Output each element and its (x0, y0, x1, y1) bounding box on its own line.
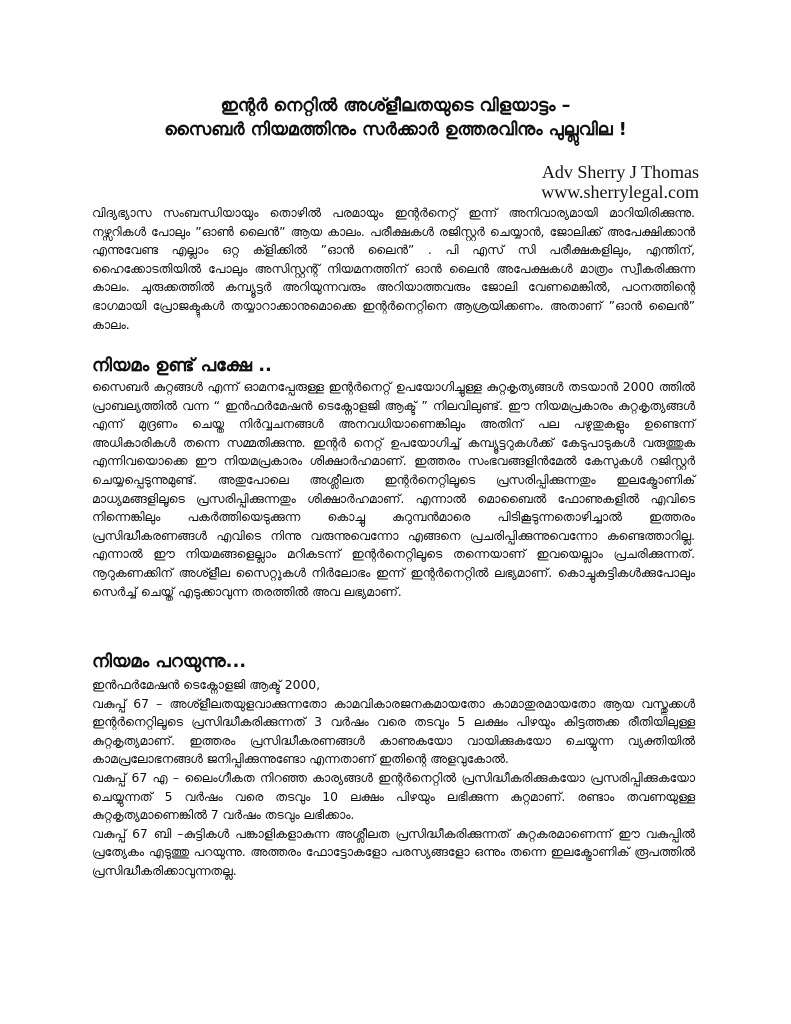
author-name: Adv Sherry J Thomas (541, 162, 699, 182)
author-website: www.sherrylegal.com (541, 182, 699, 202)
section-heading-law-says: നിയമം പറയുന്നു... (92, 651, 247, 672)
document-title-line-1: ഇന്റർ നെറ്റിൽ അശ്ളീലതയുടെ വിളയാട്ടം – (220, 96, 571, 116)
law-exists-paragraph: സൈബർ കുറ്റങ്ങൾ എന്ന് ഓമനപ്പേരുള്ള ഇന്റർനെറ്റ് ഉപയോഗിച്ചുള്ള കുറ്റകൃത്യങ്ങൾ തടയാൻ 2000 ത്തിൽ പ്രാബല്യത്തിൽ വന്ന “ ഇൻഫർമേഷൻ ടെക്നോളജി ആക്ട് ” നിലവിലുണ്ട്. ഈ നിയമപ്രകാരം കുറ്റകൃത്യങ്ങൾ എന്ന് മുദ്രണം ചെയ്ത നിർവ്വചനങ്ങൾ അനവധിയാണെങ്കിലും അതിന് പല പഴുതുകളും ഉണ്ടെന്ന് അധികാരികൾ തന്നെ സമ്മതിക്കുന്നു. ഇന്റർ നെറ്റ് ഉപയോഗിച്ച് കമ്പ്യൂട്ടറുകൾക്ക് കേടുപാടുകൾ വരുത്തുക എന്നിവയൊക്കെ ഈ നിയമപ്രകാരം ശിക്ഷാർഹമാണ്. ഇത്തരം സംഭവങ്ങളിൻമേൽ കേസുകൾ റജിസ്റ്റർ ചെയ്യപ്പെടുന്നുമുണ്ട്. അതുപോലെ അശ്ലീലത ഇന്റർനെറ്റിലൂടെ പ്രസരിപ്പിക്കുന്നതും ഇലക്ട്രോണിക് മാധ്യമങ്ങളിലൂടെ പ്രസരിപ്പിക്കുന്നതും ശിക്ഷാർഹമാണ്. എന്നാൽ മൊബൈൽ ഫോണുകളിൽ എവിടെ നിന്നെങ്കിലും പകർത്തിയെടുക്കുന്ന കൊച്ചു കുറുമ്പൻമാരെ പിടികൂടുന്നതൊഴിച്ചാൽ ഇത്തരം പ്രസിദ്ധീകരണങ്ങൾ എവിടെ നിന്നു വരുന്നുവെന്നോ എങ്ങനെ പ്രചരിപ്പിക്കുന്നുവെന്നോ കണ്ടെത്താറില്ല. എന്നാൽ ഈ നിയമങ്ങളെല്ലാം മറികടന്ന് ഇന്റർനെറ്റിലൂടെ തന്നെയാണ് ഇവയെല്ലാം പ്രചരിക്കുന്നത്. നൂറുകണക്കിന് അശ്ളീല സൈറ്റുകൾ നിർലോഭം ഇന്ന് ഇന്റർനെറ്റിൽ ലഭ്യമാണ്. കൊച്ചുകുട്ടികൾക്കുപോലും സെർച്ച് ചെയ്ത് എടുക്കാവുന്ന തരത്തിൽ അവ ലഭ്യമാണ്. (92, 379, 695, 599)
intro-paragraph: വിദ്യഭ്യാസ സംബന്ധിയായും തൊഴിൽ പരമായും ഇന്റർനെറ്റ് ഇന്ന് അനിവാര്യമായി മാറിയിരിക്കുന്നു. നഴ്സറികൾ പോലും ”ഓൺ ലൈൻ” ആയ കാലം. പരീക്ഷകൾ രജിസ്റ്റർ ചെയ്യാൻ, ജോലിക്ക് അപേക്ഷിക്കാൻ എന്നുവേണ്ട എല്ലാം ഒറ്റ ക്ളിക്കിൽ ”ഓൻ ലൈൻ” . പി എസ് സി പരീക്ഷകളിലും, എന്തിന്, ഹൈക്കോടതിയിൽ പോലും അസിസ്റ്റന്റ് നിയമനത്തിന് ഓൻ ലൈൻ അപേക്ഷകൾ മാത്രം സ്വീകരിക്കുന്ന കാലം. ചുരുക്കത്തിൽ കമ്പ്യൂട്ടർ അറിയുന്നവരും അറിയാത്തവരും ജോലി വേണമെങ്കിൽ, പഠനത്തിന്റെ ഭാഗമായി പ്രോജക്ടുകൾ തയ്യാറാക്കാനുമൊക്കെ ഇന്റർനെറ്റിനെ ആശ്രയിക്കണം. അതാണ് ”ഓൻ ലൈൻ” കാലം. (92, 205, 695, 332)
act-name-line: ഇൻഫർമേഷൻ ടെക്നോളജി ആക്ട് 2000, (92, 677, 320, 692)
section-67a-paragraph: വകുപ്പ് 67 എ – ലൈംഗീകത നിറഞ്ഞ കാര്യങ്ങൾ ഇന്റർനെറ്റിൽ പ്രസിദ്ധീകരിക്കുകയോ പ്രസരിപ്പിക്കുകയോ ചെയ്യുന്നത് 5 വർഷം വരെ തടവും 10 ലക്ഷം പിഴയും ലഭിക്കുന്ന കുറ്റമാണ്. രണ്ടാം തവണയുള്ള കുറ്റകൃത്യമാണെങ്കിൽ 7 വർഷം തടവും ലഭിക്കാം. (92, 769, 695, 823)
intro-section (92, 204, 695, 334)
law-says-section (92, 676, 695, 881)
section-67-paragraph: വകുപ്പ് 67 – അശ്ളീലതയുളവാക്കുന്നതോ കാമവികാരജനകമായതോ കാമാതുരമായതോ ആയ വസ്തുക്കൾ ഇന്റർനെറ്റിലൂടെ പ്രസിദ്ധീകരിക്കുന്നത് 3 വർഷം വരെ തടവും 5 ലക്ഷം പിഴയും കിട്ടത്തക്ക രീതിയിലുള്ള കുറ്റകൃത്യമാണ്. ഇത്തരം പ്രസിദ്ധീകരണങ്ങൾ കാണുകയോ വായിക്കുകയോ ചെയ്യുന്ന വ്യക്തിയിൽ കാമപ്രലോഭനങ്ങൾ ജനിപ്പിക്കുന്നുണ്ടോ എന്നതാണ് ഇതിന്റെ അളവുകോൽ. (92, 695, 695, 767)
section-heading-law-exists: നിയമം ഉണ്ട് പക്ഷേ .. (92, 355, 272, 376)
law-exists-section (92, 378, 695, 601)
document-title-line-2: സൈബർ നിയമത്തിനും സർക്കാർ ഉത്തരവിനും പുല്ലുവില ! (164, 120, 627, 140)
section-67b-paragraph: വകുപ്പ് 67 ബി –കുട്ടികൾ പങ്കാളികളാകുന്ന അശ്ലീലത പ്രസിദ്ധീകരിക്കുന്നത് കുറ്റകരമാണെന്ന് ഈ വകുപ്പിൽ പ്രത്യേകം എടുത്തു പറയുന്നു. അത്തരം ഫോട്ടോകളോ പരസ്യങ്ങളോ ഒന്നും തന്നെ ഇലക്ട്രോണിക് രൂപത്തിൽ പ്രസിദ്ധീകരിക്കാവുന്നതല്ല. (92, 825, 695, 878)
